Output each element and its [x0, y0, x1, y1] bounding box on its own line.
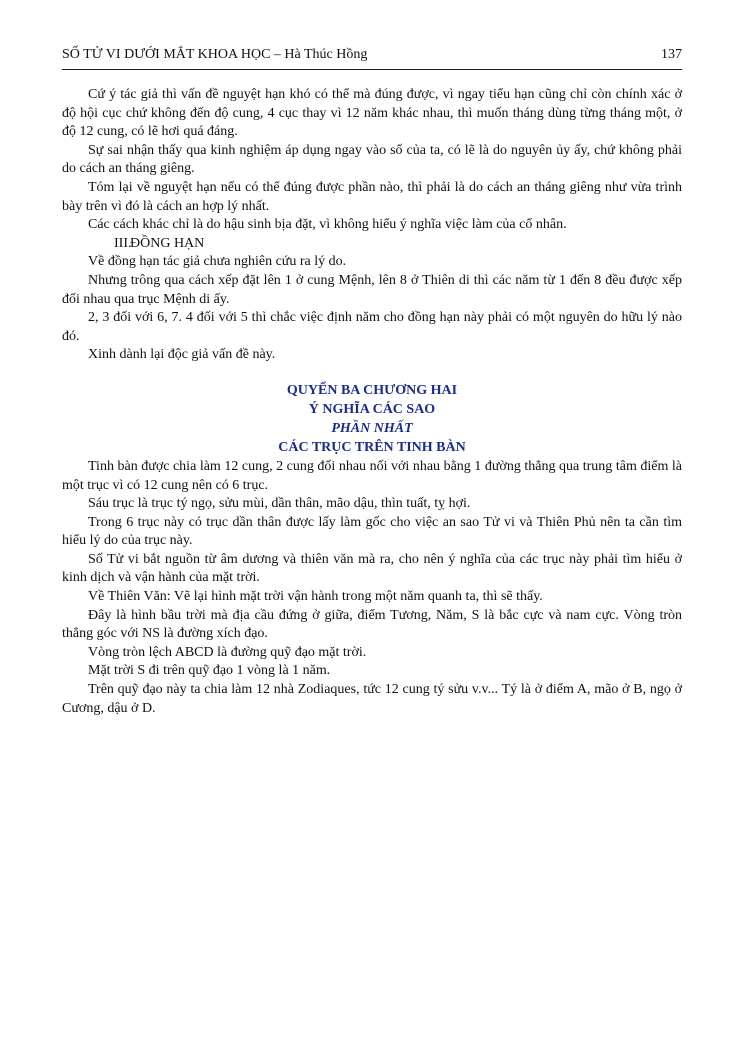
section-heading: [62, 235, 682, 254]
paragraph: Về Thiên Văn: Vẽ lại hình mặt trời vận hành trong một năm quanh ta, thì sẽ thấy.: [88, 589, 543, 605]
page-number: 137: [661, 47, 682, 62]
paragraph: Các cách khác chỉ là do hậu sinh bịa đặt, vì không hiểu ý nghĩa việc làm của cổ nhân.: [88, 217, 567, 233]
section-title: ĐỒNG HẠN: [130, 235, 205, 251]
paragraph: Đây là hình bầu trời mà địa cầu đứng ở giữa, điểm Tương, Năm, S là bắc cực và nam cực. Vòng tròn thẳng góc với NS là đường xích đạo.: [62, 607, 682, 642]
running-header: [62, 46, 682, 64]
paragraph: Tinh bàn được chia làm 12 cung, 2 cung đối nhau nối với nhau bằng 1 đường thẳng qua trung tâm điểm là một trục vì có 12 cung nên có 6 trục.: [62, 458, 682, 493]
paragraph: Về đồng hạn tác giả chưa nghiên cứu ra lý do.: [88, 254, 347, 270]
paragraph: Trên quỹ đạo này ta chia làm 12 nhà Zodiaques, tức 12 cung tý sửu v.v... Tý là ở điểm A, mão ở B, ngọ ở Cương, dậu ở D.: [62, 682, 682, 716]
paragraph: Nhưng trông qua cách xếp đặt lên 1 ở cung Mệnh, lên 8 ở Thiên di thì các năm từ 1 đến 8 đều được xếp đối nhau qua trục Mệnh di ấy.: [62, 272, 682, 307]
paragraph: 2, 3 đối với 6, 7. 4 đối với 5 thì chắc việc định năm cho đồng hạn này phải có một nguyên do hữu lý nào đó.: [62, 310, 682, 344]
chapter-headings: [62, 381, 682, 457]
chapter-heading: Ý NGHĨA CÁC SAO: [308, 401, 436, 417]
topic-heading: CÁC TRỤC TRÊN TINH BÀN: [278, 439, 466, 455]
paragraph: Tóm lại về nguyệt hạn nếu có thể đúng được phần nào, thì phải là do cách an tháng giêng như vừa trình bày trên vì đó là cách an hợp lý nhất.: [62, 179, 682, 214]
paragraph: Mặt trời S đi trên quỹ đạo 1 vòng là 1 năm.: [88, 663, 331, 679]
paragraph: Sáu trục là trục tý ngọ, sửu mùi, dần thân, mão dậu, thìn tuất, tỵ hợi.: [88, 496, 471, 512]
paragraph: Cứ ý tác giả thì vấn đề nguyệt hạn khó có thể mà đúng được, vì ngay tiểu hạn cũng chỉ còn chính xác ở độ hội cục chứ không đến độ cung, 4 cục thay vì 12 năm khác nhau, thì muốn tháng dùng từng tháng một, ở độ 12 cung, có lẽ hơi quá đáng.: [62, 87, 682, 140]
part-heading: PHẦN NHẤT: [331, 420, 413, 436]
paragraph: Số Tử vi bắt nguồn từ âm dương và thiên văn mà ra, cho nên ý nghĩa của các trục này phải tìm hiểu ở kinh dịch và vận hành của mặt trời.: [62, 551, 682, 586]
page-body: [62, 86, 682, 718]
paragraph: Vòng tròn lệch ABCD là đường quỹ đạo mặt trời.: [88, 644, 367, 660]
paragraph: Trong 6 trục này có trục dần thân được lấy làm gốc cho việc an sao Tử vi và Thiên Phủ nên ta cần tìm hiểu lý do của trục này.: [62, 514, 682, 549]
paragraph: Xinh dành lại độc giả vấn đề này.: [88, 347, 276, 363]
header-title: SỐ TỬ VI DƯỚI MẮT KHOA HỌC – Hà Thúc Hồng: [62, 47, 368, 62]
section-number: III.: [114, 235, 132, 251]
paragraph: Sự sai nhận thấy qua kinh nghiệm áp dụng ngay vào số của ta, có lẽ là do nguyên ủy ấy, chứ không phải do cách an tháng giêng.: [62, 142, 682, 177]
header-rule: [62, 69, 682, 70]
book-heading: QUYỂN BA CHƯƠNG HAI: [286, 382, 458, 398]
